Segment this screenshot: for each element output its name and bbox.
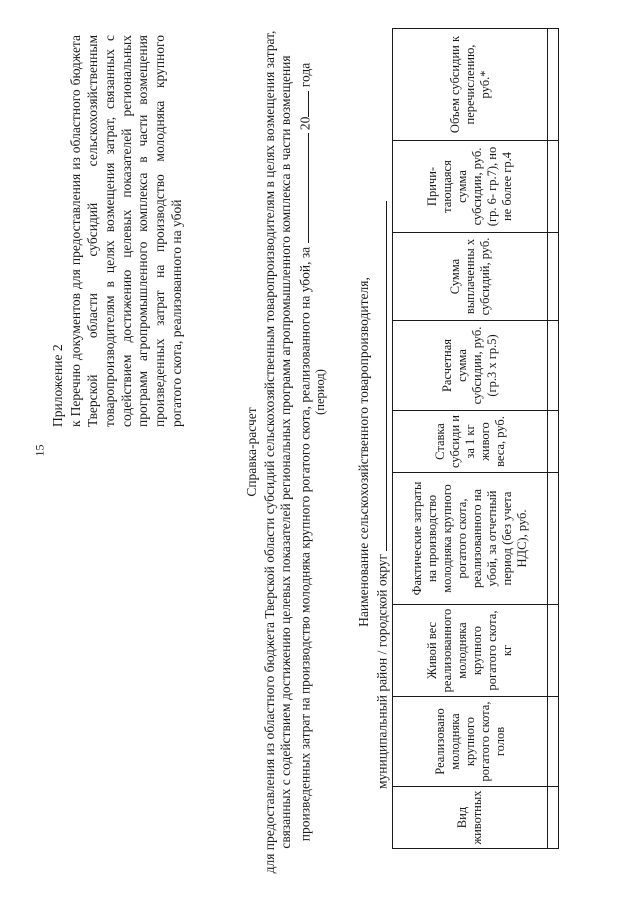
certificate-title: Справка-расчет [244, 407, 259, 497]
appendix-text: к Перечню документов для предоставления из областного бюджета Тверской области субсидий сельскохозяйственным товаропроизводителям в целях возмещения затрат, связанных с содействием достижению целевых показателей региональных программ агропромышленного комплекса в части возмещения произведенных затрат на производство молодняка крупного рогатого скота, реализованного на убой [67, 35, 185, 427]
page-number: 15 [32, 444, 47, 457]
header-live-weight: Живой вес реализованного молодняка крупного рогатого скота, кг [393, 605, 548, 697]
municipality-label: муниципальный район / городской округ [374, 553, 390, 789]
header-transfer-volume: Объем субсидии к перечислению, руб.* [393, 29, 548, 141]
table-cell [548, 141, 559, 233]
producer-label: Наименование сельскохозяйственного товаропроизводителя, [356, 277, 371, 627]
table-cell [548, 411, 559, 473]
header-paid-subsidies: Сумма выплаченны х субсидий, руб. [393, 233, 548, 321]
header-calculated-subsidy: Расчетная сумма субсидии, руб. (гр.3 х гр.5) [393, 321, 548, 411]
certificate-body [262, 12, 313, 892]
year-blank [295, 91, 310, 117]
producer-block [356, 12, 391, 892]
period-blank [295, 133, 310, 243]
year-prefix: 20 [297, 116, 313, 131]
header-due-subsidy: Причи-тающаяся сумма субсидии, руб. (гр. 6- гр.7), но не более гр.4 [393, 141, 548, 233]
header-animal-type: Вид животных [393, 787, 548, 849]
table-row [548, 29, 559, 849]
calculation-table [392, 28, 559, 849]
table-cell [548, 605, 559, 697]
municipality-line [372, 12, 391, 789]
table-header-row [393, 29, 548, 849]
table-cell [548, 321, 559, 411]
certificate-body-text: для предоставления из областного бюджета Тверской области субсидий сельскохозяйственным товаропроизводителям в целях возмещения затрат, связанных с содействием достижению целевых показателей региональных программ агропромышленного комплекса в части возмещения произведенных затрат на производство молодняка крупного рогатого скота, реализованного на убой, за [262, 30, 313, 874]
rotated-page-content [30, 12, 610, 892]
certificate-block [244, 12, 328, 892]
municipality-blank [372, 201, 387, 551]
table-cell [548, 697, 559, 787]
appendix-block [50, 35, 186, 427]
table-cell [548, 233, 559, 321]
table-cell [548, 787, 559, 849]
header-actual-costs: Фактические затраты на производство молодняка крупного рогатого скота, реализованного на убой, за отчетный период (без учета НДС), руб. [393, 473, 548, 605]
table-cell [548, 473, 559, 605]
header-heads-sold: Реализовано молодняка крупного рогатого скота, голов [393, 697, 548, 787]
appendix-title: Приложение 2 [50, 344, 65, 427]
period-caption: (период) [313, 369, 328, 415]
table-cell [548, 29, 559, 141]
year-suffix: года [297, 62, 313, 88]
header-subsidy-rate: Ставка субсиди и за 1 кг живого веса, руб. [393, 411, 548, 473]
